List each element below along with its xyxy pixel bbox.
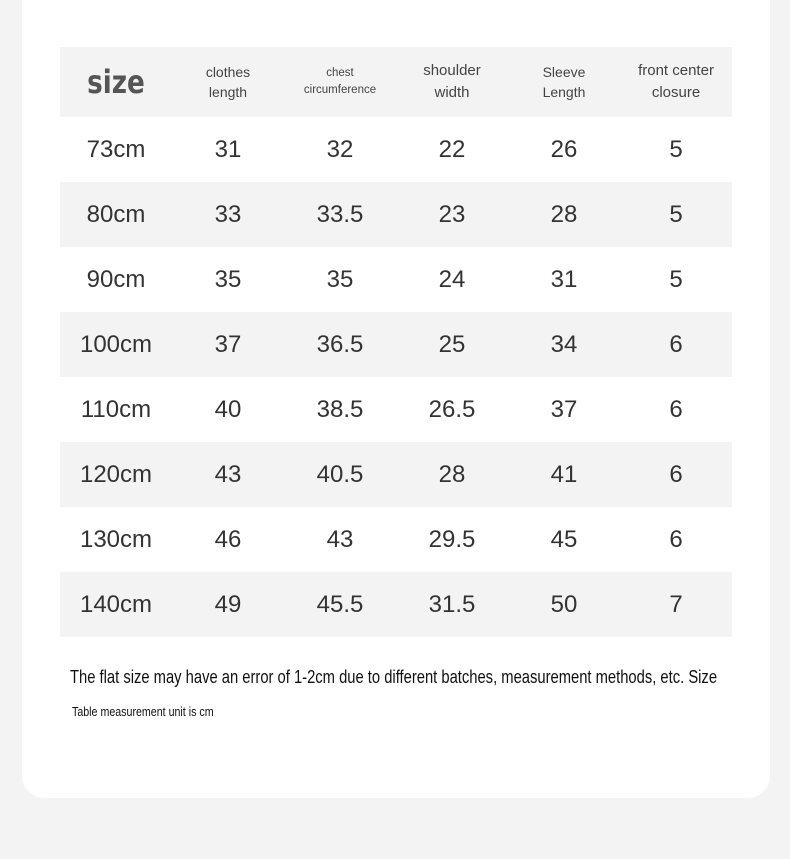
- value-cell: 43: [326, 525, 354, 553]
- header-chest-circumference: chest circumference: [303, 67, 377, 96]
- measurement-note: The flat size may have an error of 1-2cm due to different batches, measurement methods, etc. Size: [70, 667, 718, 687]
- value-cell: 26.5: [428, 395, 476, 423]
- value-cell: 37: [550, 395, 578, 423]
- value-cell: 32: [326, 135, 354, 163]
- value-cell: 26: [550, 135, 578, 163]
- table-row: [60, 572, 732, 637]
- value-cell: 6: [669, 395, 683, 423]
- value-cell: 31.5: [428, 590, 476, 618]
- table-row: [60, 247, 732, 312]
- size-cell: 80cm: [86, 200, 146, 228]
- value-cell: 46: [214, 525, 242, 553]
- value-cell: 6: [669, 460, 683, 488]
- value-cell: 22: [438, 135, 466, 163]
- value-cell: 40: [214, 395, 242, 423]
- table-body: [60, 117, 732, 637]
- value-cell: 43: [214, 460, 242, 488]
- header-sleeve-length: Sleeve Length: [542, 63, 586, 100]
- size-cell: 73cm: [86, 135, 146, 163]
- value-cell: 33: [214, 200, 242, 228]
- table-header-row: [60, 47, 732, 117]
- header-front-center-closure: front center closure: [638, 62, 714, 101]
- value-cell: 37: [214, 330, 242, 358]
- value-cell: 31: [550, 265, 578, 293]
- header-clothes-length: clothes length: [205, 63, 251, 100]
- table-row: [60, 377, 732, 442]
- value-cell: 36.5: [316, 330, 364, 358]
- value-cell: 23: [438, 200, 466, 228]
- header-shoulder-width: shoulder width: [423, 62, 481, 101]
- table-row: [60, 442, 732, 507]
- value-cell: 45.5: [316, 590, 364, 618]
- size-cell: 120cm: [79, 460, 153, 488]
- size-cell: 110cm: [80, 395, 152, 423]
- unit-note: Table measurement unit is cm: [72, 704, 214, 719]
- value-cell: 49: [214, 590, 242, 618]
- value-cell: 34: [550, 330, 578, 358]
- value-cell: 35: [214, 265, 242, 293]
- value-cell: 24: [438, 265, 466, 293]
- value-cell: 7: [669, 590, 683, 618]
- header-size: size: [87, 62, 145, 101]
- table-row: [60, 507, 732, 572]
- value-cell: 6: [669, 525, 683, 553]
- value-cell: 35: [326, 265, 354, 293]
- size-cell: 140cm: [79, 590, 153, 618]
- size-cell: 90cm: [86, 265, 146, 293]
- value-cell: 29.5: [428, 525, 476, 553]
- value-cell: 38.5: [316, 395, 364, 423]
- table-row: [60, 182, 732, 247]
- table-row: [60, 312, 732, 377]
- value-cell: 45: [550, 525, 578, 553]
- table-row: [60, 117, 732, 182]
- value-cell: 50: [550, 590, 578, 618]
- value-cell: 31: [214, 135, 242, 163]
- size-table: [60, 47, 732, 637]
- value-cell: 5: [669, 200, 683, 228]
- value-cell: 33.5: [316, 200, 364, 228]
- value-cell: 5: [669, 135, 683, 163]
- size-cell: 100cm: [79, 330, 153, 358]
- value-cell: 41: [550, 460, 578, 488]
- size-cell: 130cm: [79, 525, 153, 553]
- value-cell: 40.5: [316, 460, 364, 488]
- value-cell: 25: [438, 330, 466, 358]
- value-cell: 28: [550, 200, 578, 228]
- value-cell: 5: [669, 265, 683, 293]
- value-cell: 6: [669, 330, 683, 358]
- value-cell: 28: [438, 460, 466, 488]
